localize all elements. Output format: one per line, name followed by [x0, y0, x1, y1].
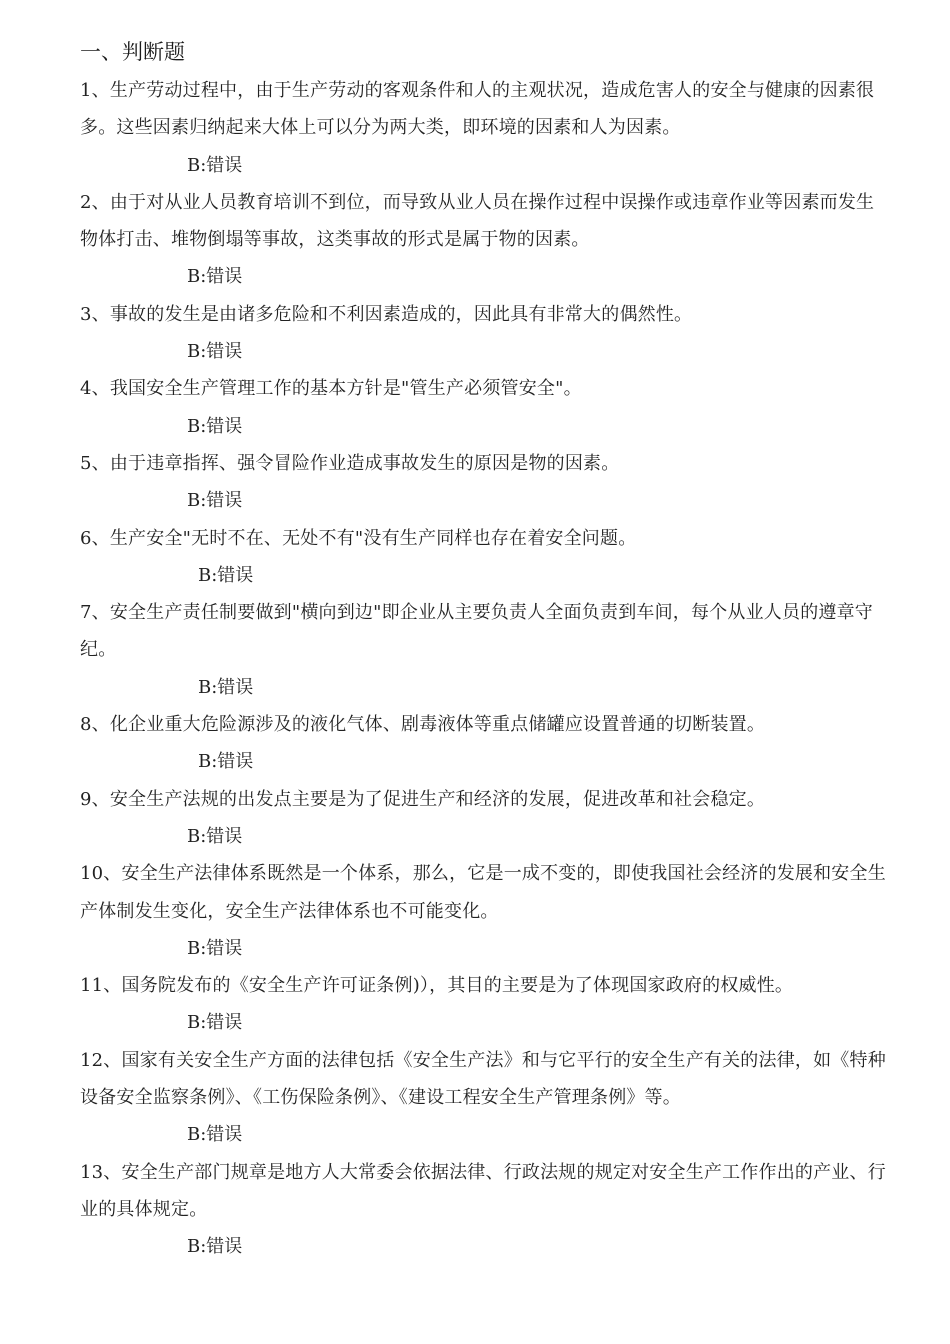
question-5 [80, 445, 890, 520]
question-text: 3、事故的发生是由诸多危险和不利因素造成的，因此具有非常大的偶然性。 [80, 303, 693, 325]
question-text: 9、安全生产法规的出发点主要是为了促进生产和经济的发展，促进改革和社会稳定。 [80, 788, 766, 810]
question-2 [80, 184, 890, 296]
question-10 [80, 855, 890, 967]
question-13 [80, 1154, 890, 1266]
question-answer: B:错误 [187, 1124, 243, 1146]
question-text: 4、我国安全生产管理工作的基本方针是"管生产必须管安全"。 [80, 378, 582, 400]
question-answer: B:错误 [187, 937, 243, 959]
question-8 [80, 706, 890, 781]
question-answer: B:错误 [187, 154, 243, 176]
question-text: 8、化企业重大危险源涉及的液化气体、剧毒液体等重点储罐应设置普通的切断装置。 [80, 714, 766, 736]
question-text: 5、由于违章指挥、强令冒险作业造成事故发生的原因是物的因素。 [80, 452, 620, 474]
question-answer: B:错误 [198, 564, 254, 586]
document-page [80, 36, 890, 1266]
question-1 [80, 72, 890, 184]
question-answer: B:错误 [187, 1236, 243, 1258]
question-9 [80, 781, 890, 856]
question-text: 12、国家有关安全生产方面的法律包括《安全生产法》和与它平行的安全生产有关的法律，如《特种设备安全监察条例》、《工伤保险条例》、《建设工程安全生产管理条例》等。 [80, 1049, 886, 1109]
question-7 [80, 594, 890, 706]
question-answer: B:错误 [198, 676, 254, 698]
question-4 [80, 370, 890, 445]
question-answer: B:错误 [187, 825, 243, 847]
question-6 [80, 520, 890, 595]
question-text: 7、安全生产责任制要做到"横向到边"即企业从主要负责人全面负责到车间，每个从业人员的遵章守纪。 [80, 602, 874, 661]
question-text: 13、安全生产部门规章是地方人大常委会依据法律、行政法规的规定对安全生产工作作出的产业、行业的具体规定。 [80, 1161, 886, 1220]
question-text: 10、安全生产法律体系既然是一个体系，那么，它是一成不变的，即使我国社会经济的发展和安全生产体制发生变化，安全生产法律体系也不可能变化。 [80, 863, 886, 922]
question-text: 6、生产安全"无时不在、无处不有"没有生产同样也存在着安全问题。 [80, 527, 637, 549]
question-text: 2、由于对从业人员教育培训不到位，而导致从业人员在操作过程中误操作或违章作业等因素而发生物体打击、堆物倒塌等事故，这类事故的形式是属于物的因素。 [80, 191, 875, 251]
question-answer: B:错误 [187, 490, 243, 512]
question-answer: B:错误 [198, 751, 254, 773]
question-11 [80, 967, 890, 1042]
question-text: 11、国务院发布的《安全生产许可证条例)），其目的主要是为了体现国家政府的权威性。 [80, 975, 794, 997]
question-text: 1、生产劳动过程中，由于生产劳动的客观条件和人的主观状况，造成危害人的安全与健康的因素很多。这些因素归纳起来大体上可以分为两大类，即环境的因素和人为因素。 [80, 80, 875, 139]
question-answer: B:错误 [187, 1012, 243, 1034]
question-12 [80, 1042, 890, 1154]
question-answer: B:错误 [187, 341, 243, 363]
section-title: 一、判断题 [80, 40, 185, 64]
question-answer: B:错误 [187, 266, 243, 288]
question-answer: B:错误 [187, 415, 243, 437]
question-3 [80, 296, 890, 371]
